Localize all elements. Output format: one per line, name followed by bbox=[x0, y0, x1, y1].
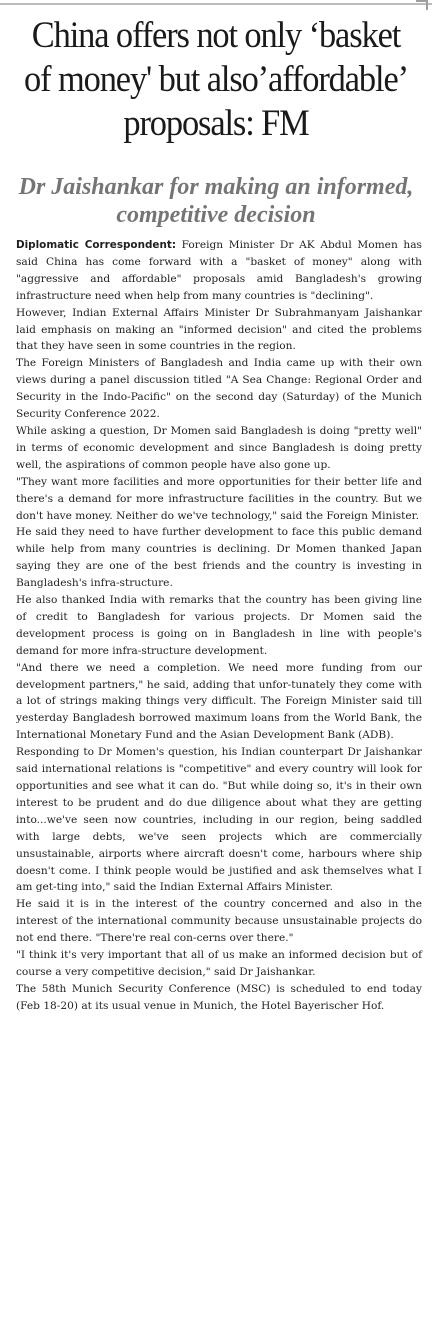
top-rule bbox=[0, 3, 432, 5]
headline: China offers not only ‘basket of money' but also’affordable’ proposals: FM bbox=[24, 15, 408, 144]
paragraph-2: However, Indian External Affairs Minister Dr Subrahmanyam Jaishankar laid emphasis on making an "informed decision" and cited the problems that they have seen in some countries in the region. bbox=[16, 306, 422, 353]
paragraph-8: "And there we need a completion. We need more funding from our development partners," he said, adding that unfor-tunately they come with a lot of strings making things very difficult. The Foreign Minister said till yesterday Bangladesh borrowed maximum loans from the World Bank, the International Monetary Fund and the Asian Development Bank (ADB). bbox=[16, 661, 422, 742]
paragraph-1 bbox=[16, 237, 422, 305]
clipping-corner-mark bbox=[416, 0, 428, 10]
subheadline: Dr Jaishankar for making an informed, competitive decision bbox=[18, 174, 414, 228]
paragraph-11: "I think it's very important that all of us make an informed decision but of course a very competitive decision," said Dr Jaishankar. bbox=[16, 949, 422, 978]
paragraph-6: He said they need to have further development to face this public demand while help from many countries is declining. Dr Momen thanked Japan saying they are one of the best friends and the country is investing in Bangladesh's infra-structure. bbox=[16, 526, 422, 590]
paragraph-1-text: Foreign Minister Dr AK Abdul Momen has said China has come forward with a "basket of money" along with "aggressive and affordable" proposals amid Bangladesh's growing infrastructure need when help from many countries is "declining". bbox=[16, 239, 422, 302]
paragraph-9: Responding to Dr Momen's question, his Indian counterpart Dr Jaishankar said international relations is "competitive" and every country will look for opportunities and see what it can do. "But while doing so, it's in their own interest to be prudent and do due diligence about what they are getting into...we've seen now countries, including in our region, being saddled with large debts, we've seen projects which are commercially unsustainable, airports where aircraft doesn't come, harbours where ship doesn't come. I think people would be justified and ask themselves what I am get-ting into," said the Indian External Affairs Minister. bbox=[16, 746, 422, 894]
paragraph-4: While asking a question, Dr Momen said Bangladesh is doing "pretty well" in terms of economic development and since Bangladesh is doing pretty well, the aspirations of common people have also gone up. bbox=[16, 424, 422, 471]
byline: Diplomatic Correspondent: bbox=[16, 239, 176, 251]
paragraph-12: The 58th Munich Security Conference (MSC) is scheduled to end today (Feb 18-20) at its usual venue in Munich, the Hotel Bayerischer Hof. bbox=[16, 982, 422, 1012]
paragraph-3: The Foreign Ministers of Bangladesh and India came up with their own views during a panel discussion titled "A Sea Change: Regional Order and Security in the Indo-Pacific" on the second day (Saturday) of the Munich Security Conference 2022. bbox=[16, 357, 422, 421]
paragraph-7: He also thanked India with remarks that the country has been giving line of credit to Bangladesh for various projects. Dr Momen said the development process is going on in Bangladesh in line with people's demand for more infra-structure development. bbox=[16, 594, 422, 657]
paragraph-5: "They want more facilities and more opportunities for their better life and there's a demand for more infrastructure facilities in the country. But we don't have money. Neither do we've technology," said the Foreign Minister. bbox=[16, 475, 422, 522]
article-body bbox=[16, 237, 422, 1015]
paragraph-10: He said it is in the interest of the country concerned and also in the interest of the international community because unsustainable projects do not end there. "There're real con-cerns over there." bbox=[16, 898, 422, 945]
